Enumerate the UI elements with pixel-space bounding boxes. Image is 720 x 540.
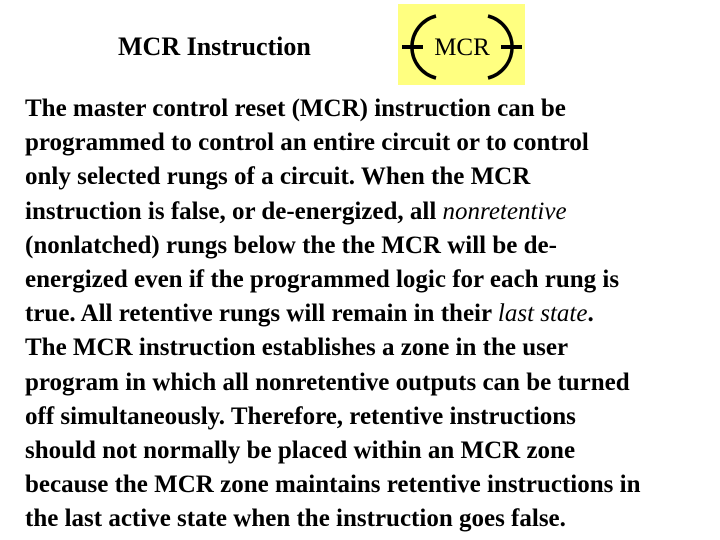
paragraph-line: instruction is false, or de-energized, all nonretentive (25, 197, 567, 225)
paragraph-line: The MCR instruction establishes a zone in the user (25, 334, 569, 362)
paragraph-line: The master control reset (MCR) instruction can be (25, 95, 566, 122)
description-paragraph (25, 92, 717, 537)
paragraph-line: energized even if the programmed logic for each rung is (25, 266, 620, 294)
mcr-coil-symbol (398, 4, 525, 85)
paragraph-line: because the MCR zone maintains retentive instructions in (25, 471, 641, 499)
paragraph-line: (nonlatched) rungs below the the MCR will be de- (25, 231, 557, 259)
page-title: MCR Instruction (118, 32, 311, 61)
paragraph-line: program in which all nonretentive outputs can be turned (25, 368, 630, 396)
paragraph-line: off simultaneously. Therefore, retentive instructions (25, 402, 576, 430)
paragraph-line: programmed to control an entire circuit or to control (25, 129, 589, 157)
emphasis-last-state: last state (497, 300, 588, 328)
emphasis-nonretentive: nonretentive (442, 197, 567, 225)
paragraph-line: only selected rungs of a circuit. When the MCR (25, 163, 531, 191)
paragraph-line: true. All retentive rungs will remain in their last state. (25, 300, 594, 328)
mcr-symbol-label: MCR (434, 34, 490, 61)
paragraph-line: should not normally be placed within an MCR zone (25, 437, 576, 465)
paragraph-line: the last active state when the instruction goes false. (25, 505, 566, 533)
